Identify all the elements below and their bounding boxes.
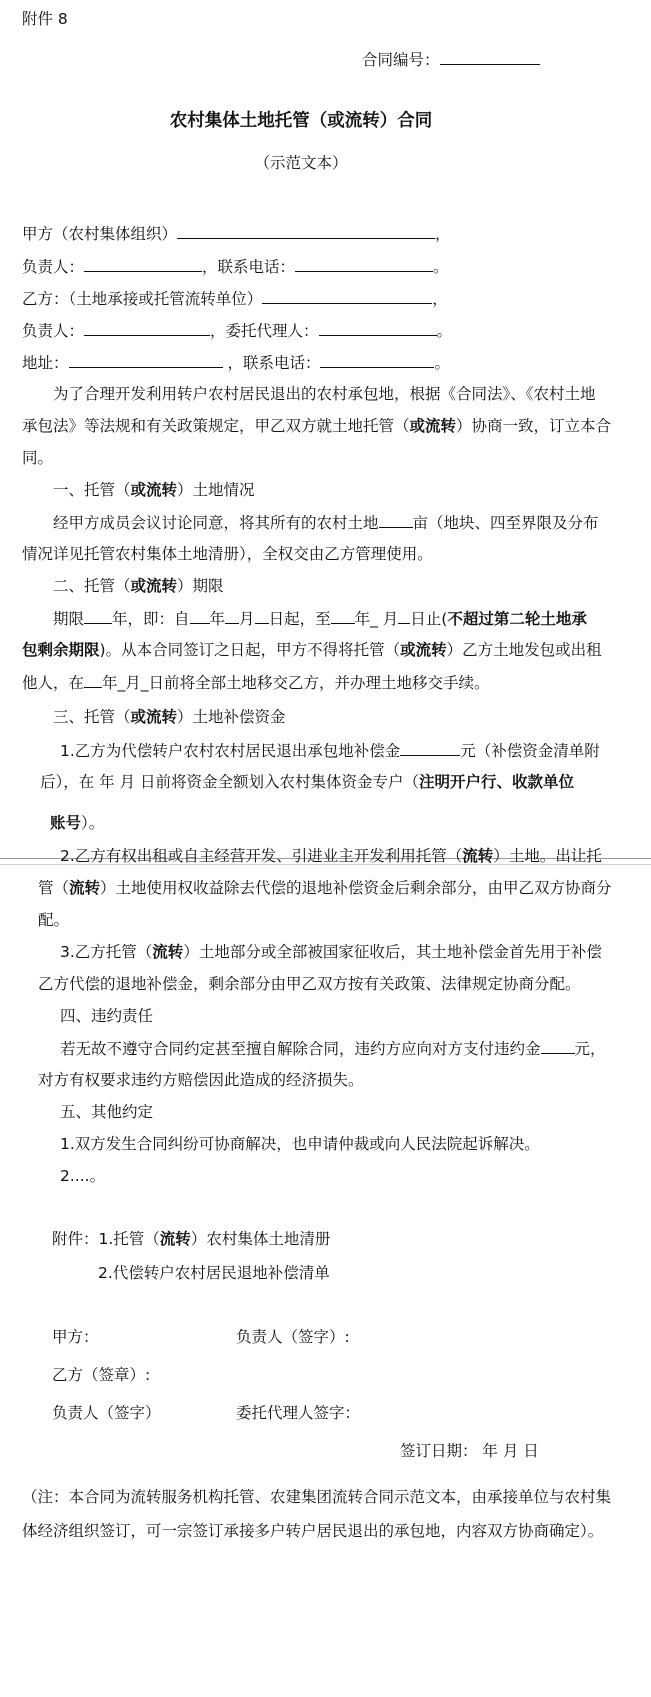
bold-text: 或流转 [130, 481, 178, 499]
text: ）土地情况 [177, 481, 255, 499]
annex-label: 附件 8 [22, 10, 68, 28]
responsible-blank [84, 255, 202, 272]
bold-text: 不超过第二轮土地承 [447, 610, 587, 628]
text: 经甲方成员会议讨论同意，将其所有的农村土地 [53, 514, 379, 532]
sign-agent: 委托代理人签字： [236, 1404, 361, 1422]
text: 日止( [410, 610, 448, 628]
text: ）期限 [177, 577, 224, 595]
bold-text: 流转 [462, 847, 494, 865]
text: ）农村集体土地清册 [190, 1230, 331, 1248]
blank [84, 607, 112, 624]
party-a-label: 甲方（农村集体组织） [22, 225, 178, 243]
bold-text: 或流转 [130, 708, 178, 726]
page-title: 农村集体土地托管（或流转）合同 [169, 111, 433, 131]
text: 一、托管（ [53, 481, 131, 499]
bold-text: 流转 [159, 1230, 191, 1248]
party-a-blank [177, 222, 435, 239]
section-1-heading [53, 479, 255, 501]
section-4-line-1 [60, 1037, 606, 1060]
text: 2.乙方有权出租或自主经营开发、引进业主开发利用托管（ [60, 847, 463, 865]
section-1-line-2: 情况详见托管农村集体土地清册），全权交由乙方管理使用。 [22, 545, 433, 563]
contract-number-label: 合同编号： [362, 51, 440, 69]
section-3-p3-line-1 [60, 941, 602, 963]
acre-blank [379, 511, 413, 528]
text: 年_ 月 [354, 610, 399, 628]
agent-blank [319, 319, 437, 336]
phone-blank [295, 255, 433, 272]
compensation-blank [400, 739, 460, 756]
responsible-label: 负责人： [22, 258, 85, 276]
section-2-line-3 [22, 671, 490, 694]
party-b-label: 乙方：（土地承接或托管流转单位） [22, 290, 263, 308]
bold-text: 注明开户行、收款单位 [419, 773, 575, 791]
text: 年，即：自 [112, 610, 190, 628]
text: 日起，至 [268, 610, 331, 628]
party-a-line [22, 222, 451, 245]
bold-text: 或流转 [409, 417, 457, 435]
text: 3.乙方托管（ [60, 943, 153, 961]
text: 附件：1.托管（ [52, 1230, 160, 1248]
attachment-1 [52, 1228, 330, 1250]
phone-blank [320, 351, 434, 368]
intro-line-3: 同。 [22, 449, 54, 467]
text: 期限 [53, 610, 85, 628]
text: ）土地补偿资金 [177, 708, 286, 726]
text: 1.乙方为代偿转户农村农村居民退出承包地补偿金 [60, 742, 401, 760]
text: ）乙方土地发包或出租 [446, 641, 602, 659]
text: 三、托管（ [53, 708, 131, 726]
address-label: 地址： [22, 354, 69, 372]
blank [255, 607, 269, 624]
contract-number [362, 48, 540, 71]
text: 承包法》等法规和有关政策规定，甲乙双方就土地托管（ [22, 417, 410, 435]
address-line [22, 351, 450, 374]
responsible-label: 负责人： [22, 322, 85, 340]
section-4-line-2: 对方有权要求违约方赔偿因此造成的经济损失。 [38, 1071, 364, 1089]
blank [225, 607, 239, 624]
note-line-2: 体经济组织签订，可一宗签订承接多户转户居民退出的承包地，内容双方协商确定）。 [22, 1522, 604, 1540]
page-subtitle: （示范文本） [254, 154, 348, 172]
text: 亩（地块、四至界限及分布 [412, 514, 599, 532]
text: ）协商一致，订立本合 [456, 417, 612, 435]
text: 管（ [38, 879, 70, 897]
sign-responsible: 负责人（签字）: [236, 1328, 350, 1346]
phone-label: ，联系电话： [222, 354, 321, 372]
period: 。 [434, 354, 450, 372]
party-b-blank [262, 287, 432, 304]
section-2-line-2 [22, 639, 602, 661]
period: 。 [436, 322, 453, 340]
section-2-heading [53, 575, 224, 597]
section-2-line-1 [53, 607, 587, 630]
text: ）土地使用权收益除去代偿的退地补偿资金后剩余部分，由甲乙双方协商分 [100, 879, 612, 897]
section-3-p1-line-2 [40, 771, 574, 793]
text: 若无故不遵守合同约定甚至擅自解除合同，违约方应向对方支付违约金 [60, 1040, 541, 1058]
penalty-blank [541, 1037, 575, 1054]
section-3-p1-line-3 [50, 812, 104, 834]
text: 年_月_日前将全部土地移交乙方，并办理土地移交手续。 [102, 674, 490, 692]
sign-responsible-2: 负责人（签字） [52, 1404, 161, 1422]
blank [84, 671, 102, 688]
text: 年 [209, 610, 226, 628]
section-5-item-1: 1.双方发生合同纠纷可协商解决，也申请仲裁或向人民法院起诉解决。 [60, 1135, 540, 1153]
comma: ， [435, 225, 451, 243]
text: )。从本合同签订之日起，甲方不得将托管（ [99, 641, 401, 659]
party-a-responsible-line [22, 255, 449, 278]
text: 元， [574, 1040, 606, 1058]
section-3-p3-line-2: 乙方代偿的退地补偿金，剩余部分由甲乙双方按有关政策、法律规定协商分配。 [38, 975, 581, 993]
blank [398, 607, 410, 624]
text: ）土地部分或全部被国家征收后，其土地补偿金首先用于补偿 [183, 943, 602, 961]
phone-label: ，联系电话： [202, 258, 296, 276]
bold-text: 流转 [69, 879, 101, 897]
note-line-1: （注：本合同为流转服务机构托管、农建集团流转合同示范文本，由承接单位与农村集 [22, 1488, 612, 1506]
bold-text: 或流转 [400, 641, 447, 659]
blank [190, 607, 210, 624]
contract-number-blank [440, 48, 540, 65]
text: 二、托管（ [53, 577, 131, 595]
sign-date: 签订日期： 年 月 日 [400, 1442, 539, 1460]
party-b-responsible-line [22, 319, 452, 342]
sign-party-a: 甲方： [52, 1328, 99, 1346]
responsible-blank [84, 319, 210, 336]
section-5-item-2: 2....。 [60, 1167, 106, 1185]
section-3-p1-line-1 [60, 739, 600, 762]
text: ）。 [81, 814, 105, 832]
address-blank [69, 351, 223, 368]
section-5-heading: 五、其他约定 [60, 1103, 154, 1121]
section-3-heading [53, 706, 286, 728]
section-3-p2-line-1 [60, 845, 602, 867]
intro-line-1: 为了合理开发利用转户农村居民退出的农村承包地，根据《合同法》、《农村土地 [53, 385, 596, 403]
attachment-2: 2.代偿转户农村居民退地补偿清单 [98, 1264, 330, 1282]
text: 月 [239, 610, 255, 628]
bold-text: 或流转 [130, 577, 178, 595]
text: 元（补偿资金清单附 [460, 742, 600, 760]
section-3-p2-line-3: 配。 [38, 911, 70, 929]
intro-line-2 [22, 415, 611, 437]
text: ）土地。出让托 [493, 847, 602, 865]
text: 后），在 年 月 日前将资金全额划入农村集体资金专户（ [40, 773, 420, 791]
section-4-heading: 四、违约责任 [60, 1007, 154, 1025]
sign-party-b-seal: 乙方（签章）: [52, 1366, 151, 1384]
section-3-p2-line-2 [38, 877, 612, 899]
bold-text: 账号 [50, 814, 82, 832]
party-b-line [22, 287, 448, 310]
period: 。 [433, 258, 449, 276]
text: 他人，在 [22, 674, 85, 692]
section-1-line-1 [53, 511, 599, 534]
comma: ， [432, 290, 448, 308]
agent-label: ，委托代理人： [210, 322, 319, 340]
bold-text: 包剩余期限 [22, 641, 100, 659]
bold-text: 流转 [152, 943, 184, 961]
blank [331, 607, 355, 624]
